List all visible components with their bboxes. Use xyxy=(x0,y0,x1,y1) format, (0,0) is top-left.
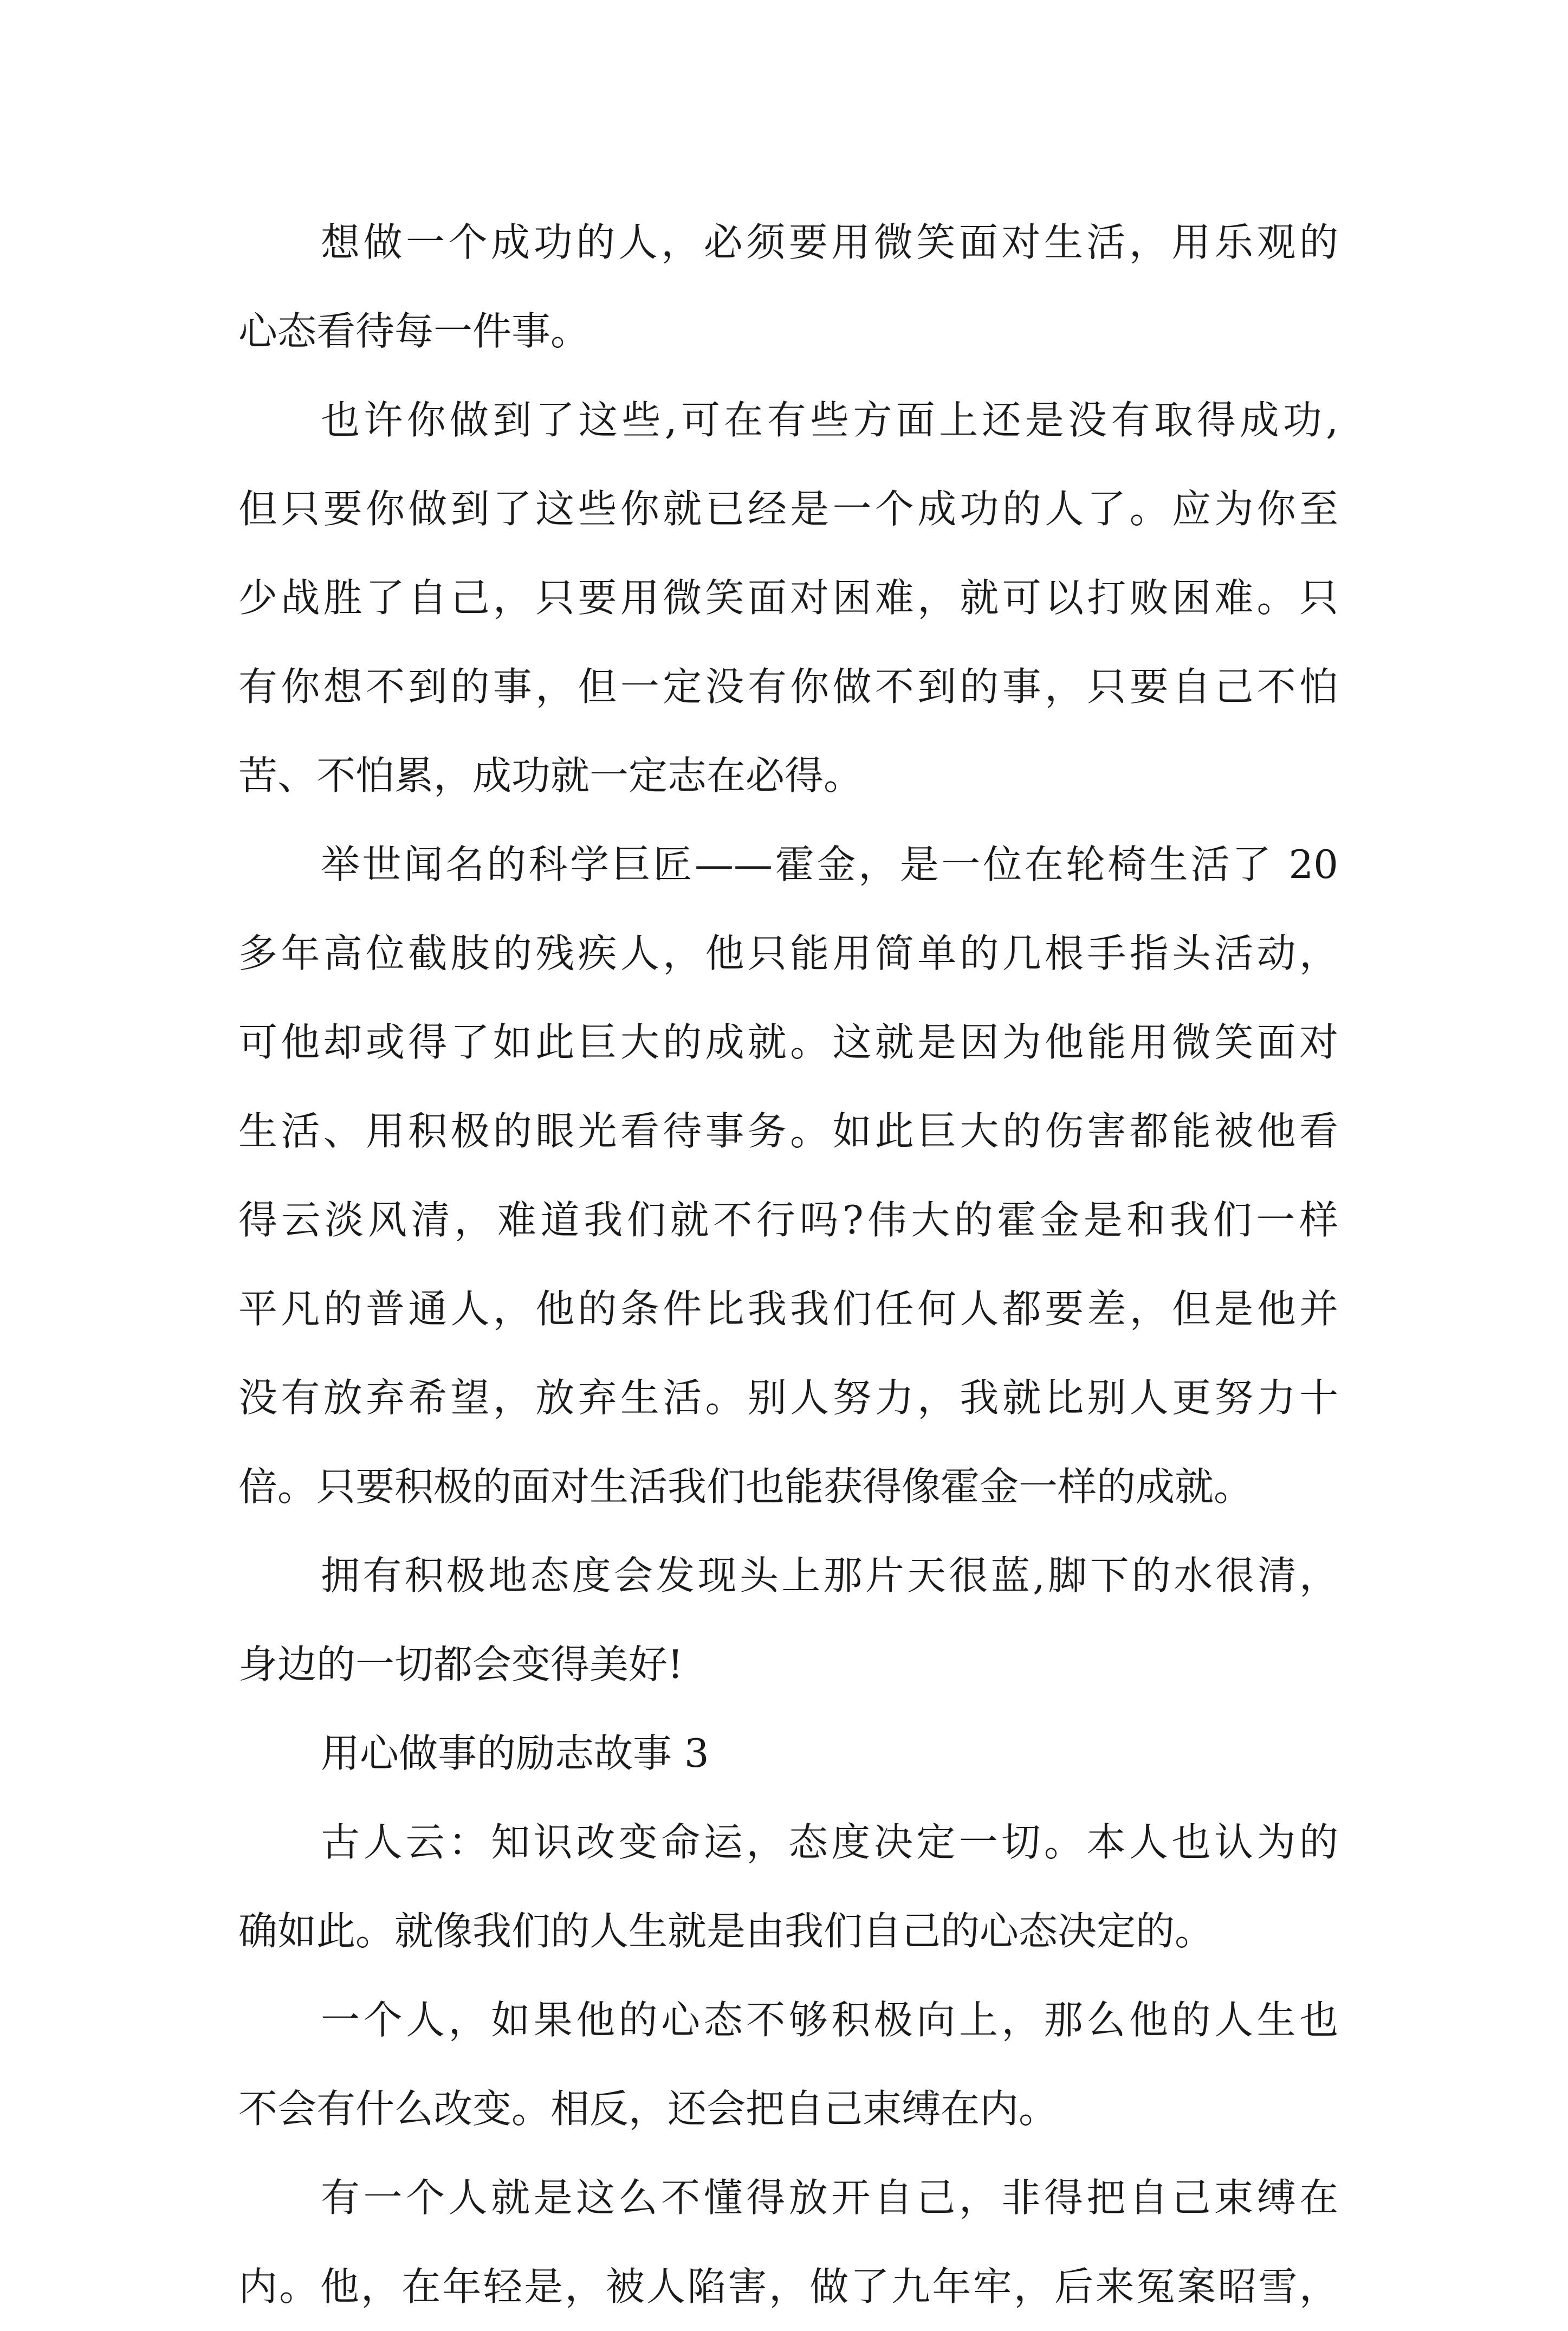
paragraph-line: 身边的一切都会变得美好! xyxy=(238,1642,683,1687)
paragraph-line: 举世闻名的科学巨匠——霍金，是一位在轮椅生活了 20 xyxy=(321,842,1338,887)
paragraph-line: 一个人，如果他的心态不够积极向上，那么他的人生也 xyxy=(321,1997,1338,2043)
paragraph-line: 苦、不怕累，成功就一定志在必得。 xyxy=(238,753,863,798)
body-text xyxy=(238,198,1338,2331)
paragraph-line: 有你想不到的事，但一定没有你做不到的事，只要自己不怕 xyxy=(238,664,1338,709)
paragraph-line: 也许你做到了这些,可在有些方面上还是没有取得成功, xyxy=(321,397,1338,443)
paragraph-line: 生活、用积极的眼光看待事务。如此巨大的伤害都能被他看 xyxy=(238,1108,1338,1154)
paragraph-line: 倍。只要积极的面对生活我们也能获得像霍金一样的成就。 xyxy=(238,1464,1253,1509)
paragraph-line: 没有放弃希望，放弃生活。别人努力，我就比别人更努力十 xyxy=(238,1375,1338,1420)
paragraph-line: 想做一个成功的人，必须要用微笑面对生活，用乐观的 xyxy=(321,219,1338,265)
section-heading: 用心做事的励志故事 3 xyxy=(321,1731,709,1776)
paragraph-line: 不会有什么改变。相反，还会把自己束缚在内。 xyxy=(238,2086,1058,2132)
paragraph-line: 得云淡风清，难道我们就不行吗?伟大的霍金是和我们一样 xyxy=(238,1197,1338,1243)
paragraph-line: 内。他，在年轻是，被人陷害，做了九年牢，后来冤案昭雪， xyxy=(238,2264,1338,2309)
paragraph-line: 有一个人就是这么不懂得放开自己，非得把自己束缚在 xyxy=(321,2175,1338,2220)
paragraph-line: 多年高位截肢的残疾人，他只能用简单的几根手指头活动， xyxy=(238,931,1338,976)
paragraph-line: 心态看待每一件事。 xyxy=(238,308,590,354)
paragraph-line: 确如此。就像我们的人生就是由我们自己的心态决定的。 xyxy=(238,1908,1214,1954)
paragraph-line: 可他却或得了如此巨大的成就。这就是因为他能用微笑面对 xyxy=(238,1019,1338,1065)
paragraph-line: 少战胜了自己，只要用微笑面对困难，就可以打败困难。只 xyxy=(238,575,1338,621)
paragraph-line: 古人云：知识改变命运，态度决定一切。本人也认为的 xyxy=(321,1819,1338,1865)
paragraph-line: 但只要你做到了这些你就已经是一个成功的人了。应为你至 xyxy=(238,486,1338,532)
paragraph-line: 拥有积极地态度会发现头上那片天很蓝,脚下的水很清， xyxy=(321,1553,1338,1598)
paragraph-line: 平凡的普通人，他的条件比我我们任何人都要差，但是他并 xyxy=(238,1286,1338,1332)
